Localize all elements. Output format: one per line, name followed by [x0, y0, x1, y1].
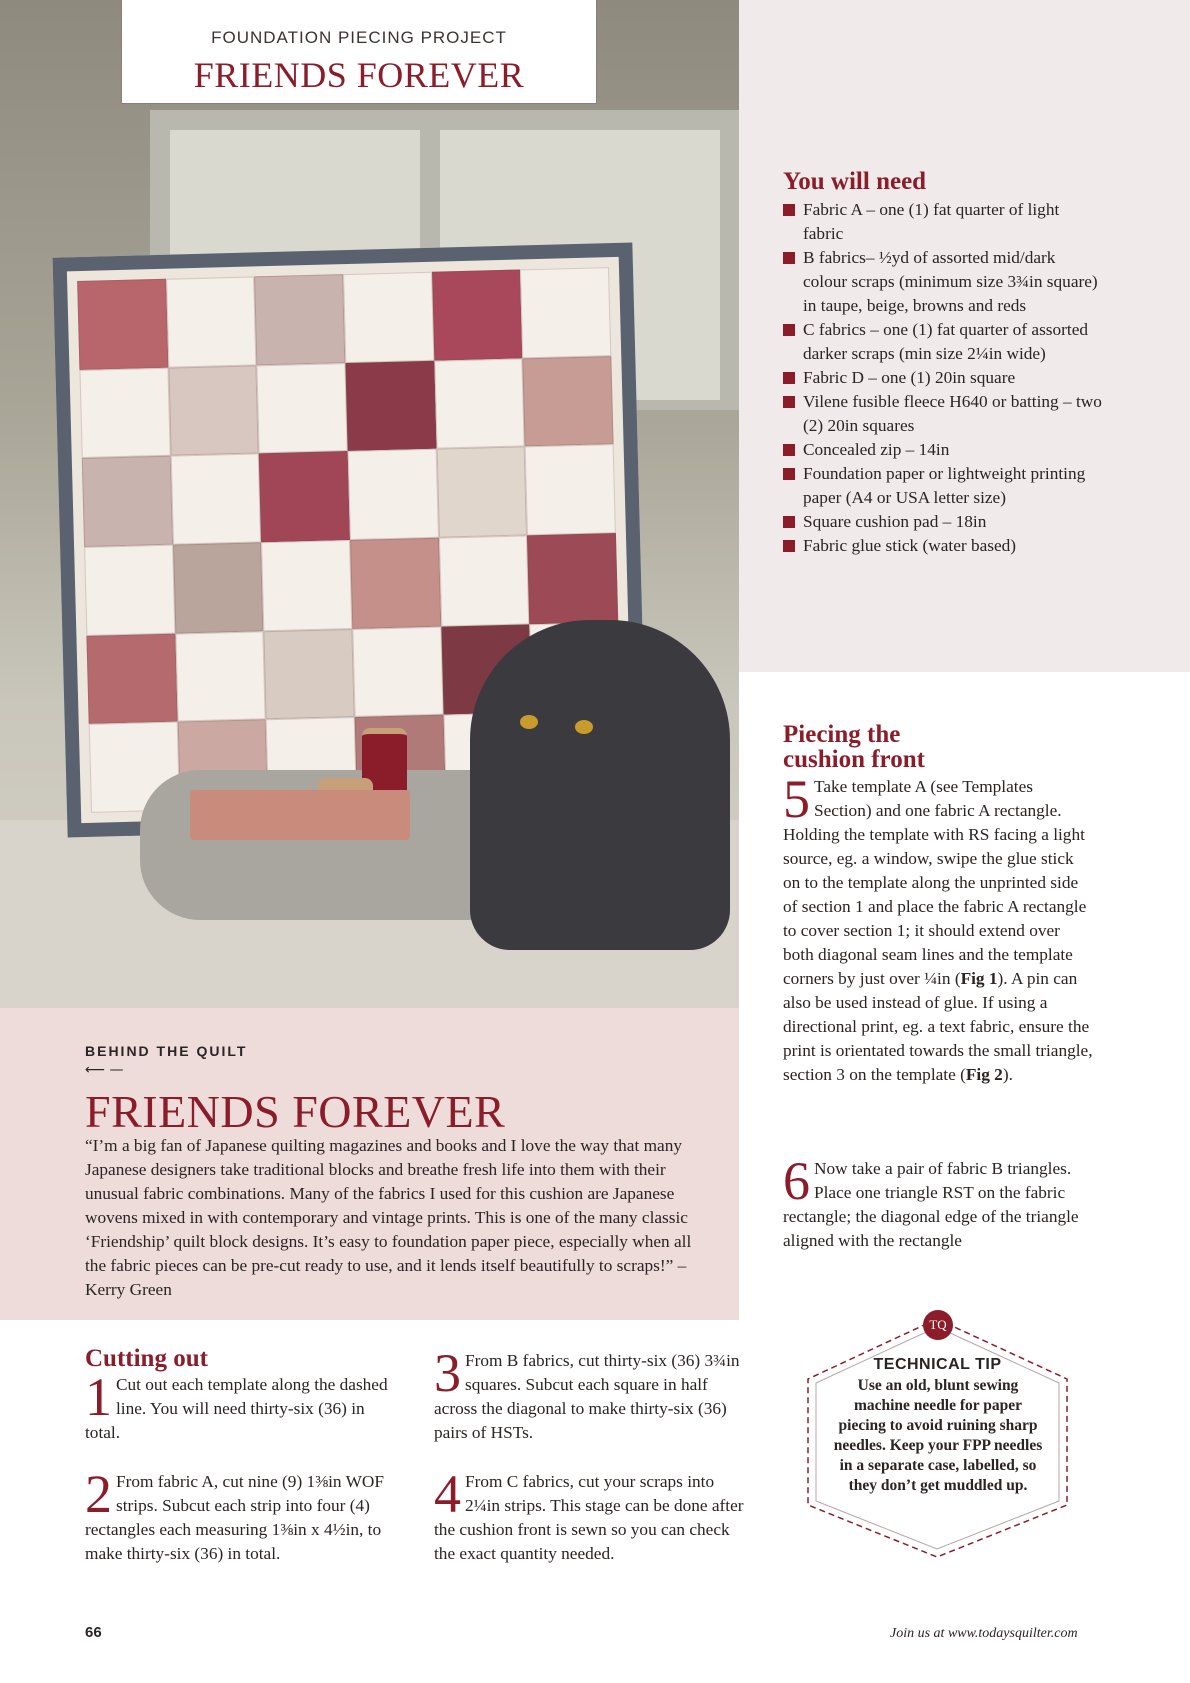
header-kicker: FOUNDATION PIECING PROJECT — [211, 28, 507, 47]
piecing-title — [783, 722, 925, 772]
tq-logo-icon: TQ — [923, 1310, 953, 1340]
page-number: 66 — [85, 1624, 102, 1641]
footer-url: Join us at www.todaysquilter.com — [890, 1626, 1078, 1641]
piecing-title-line2: cushion front — [783, 746, 925, 773]
grey-cat — [470, 620, 730, 950]
cutting-title: Cutting out — [85, 1345, 208, 1372]
piecing-title-line1: Piecing the — [783, 721, 901, 748]
fabric-stack — [190, 790, 410, 840]
list-item: Square cushion pad – 18in — [783, 510, 1103, 534]
step-6 — [783, 1151, 1093, 1253]
step-number: 4 — [434, 1464, 461, 1524]
figure-reference: Fig 2 — [965, 1065, 1003, 1084]
list-item: Fabric D – one (1) 20in square — [783, 366, 1103, 390]
list-item: Vilene fusible fleece H640 or batting – two (2) 20in squares — [783, 390, 1103, 438]
figure-reference: Fig 1 — [960, 969, 998, 988]
arrow-left-icon: ⟵ — — [85, 1062, 124, 1078]
step-3 — [434, 1343, 744, 1445]
list-item: Concealed zip – 14in — [783, 438, 1103, 462]
step-text: Take template A (see Templates Section) and one fabric A rectangle. Holding the template with RS facing a light source, eg. a window, swipe the glue stick on to the template along the unprinted side of section 1 and place the fabric A rectangle to cover section 1; it should extend over both diagonal seam lines and the template corners by just over ¼in ( — [783, 777, 1087, 988]
hero-photo — [0, 0, 739, 1008]
step-2 — [85, 1464, 395, 1566]
step-text: From C fabrics, cut your scraps into 2¼in strips. This stage can be done after the cushion front is sewn so you can check the exact quantity needed. — [434, 1472, 744, 1563]
step-text: From B fabrics, cut thirty-six (36) 3¾in squares. Subcut each square in half across the diagonal to make thirty-six (36) pairs of HSTs. — [434, 1351, 740, 1442]
step-text: Cut out each template along the dashed line. You will need thirty-six (36) in total. — [85, 1375, 388, 1442]
behind-kicker: BEHIND THE QUILT — [85, 1043, 248, 1059]
step-number: 3 — [434, 1343, 461, 1403]
step-text: From fabric A, cut nine (9) 1⅜in WOF strips. Subcut each strip into four (4) rectangles each measuring 1⅜in x 4½in, to make thirty-six (36) in total. — [85, 1472, 384, 1563]
materials-list — [783, 198, 1103, 558]
tip-text: Use an old, blunt sewing machine needle for paper piecing to avoid ruining sharp needles. Keep your FPP needles in a separate case, labelled, so they don’t get muddled up. — [833, 1377, 1043, 1494]
page-title: FRIENDS FOREVER — [193, 55, 525, 95]
step-1 — [85, 1367, 395, 1445]
step-5 — [783, 769, 1093, 1087]
list-item: Fabric A – one (1) fat quarter of light fabric — [783, 198, 1103, 246]
header-title-box — [121, 0, 597, 104]
list-item: B fabrics– ½yd of assorted mid/dark colour scraps (minimum size 3¾in square) in taupe, beige, browns and reds — [783, 246, 1103, 318]
step-number: 6 — [783, 1151, 810, 1211]
step-number: 1 — [85, 1367, 112, 1427]
step-text: ). A pin can also be used instead of glue. If using a directional print, eg. a text fabric, ensure the print is orientated towards the small triangle, section 3 on the template ( — [783, 969, 1093, 1084]
tip-title: TECHNICAL TIP — [873, 1356, 1002, 1373]
you-will-need-title: You will need — [783, 168, 927, 195]
list-item: Foundation paper or lightweight printing paper (A4 or USA letter size) — [783, 462, 1103, 510]
behind-quote: “I’m a big fan of Japanese quilting magazines and books and I love the way that many Japanese designers take traditional blocks and breathe fresh life into them with their unusual fabric combinations. Many of the fabrics I used for this cushion are Japanese wovens mixed in with contemporary and vintage prints. This is one of the many classic ‘Friendship’ quilt block designs. It’s easy to foundation paper piece, especially when all the fabric pieces can be pre-cut ready to use, and it lends itself beautifully to scraps!” – Kerry Green — [85, 1136, 692, 1299]
step-4 — [434, 1464, 744, 1566]
step-text: ). — [1002, 1065, 1013, 1084]
list-item: C fabrics – one (1) fat quarter of assorted darker scraps (min size 2¼in wide) — [783, 318, 1103, 366]
list-item: Fabric glue stick (water based) — [783, 534, 1103, 558]
step-text: Now take a pair of fabric B triangles. Place one triangle RST on the fabric rectangle; the diagonal edge of the triangle aligned with the rectangle — [783, 1159, 1079, 1250]
behind-title: FRIENDS FOREVER — [85, 1086, 506, 1137]
step-number: 2 — [85, 1464, 112, 1524]
step-number: 5 — [783, 769, 810, 829]
